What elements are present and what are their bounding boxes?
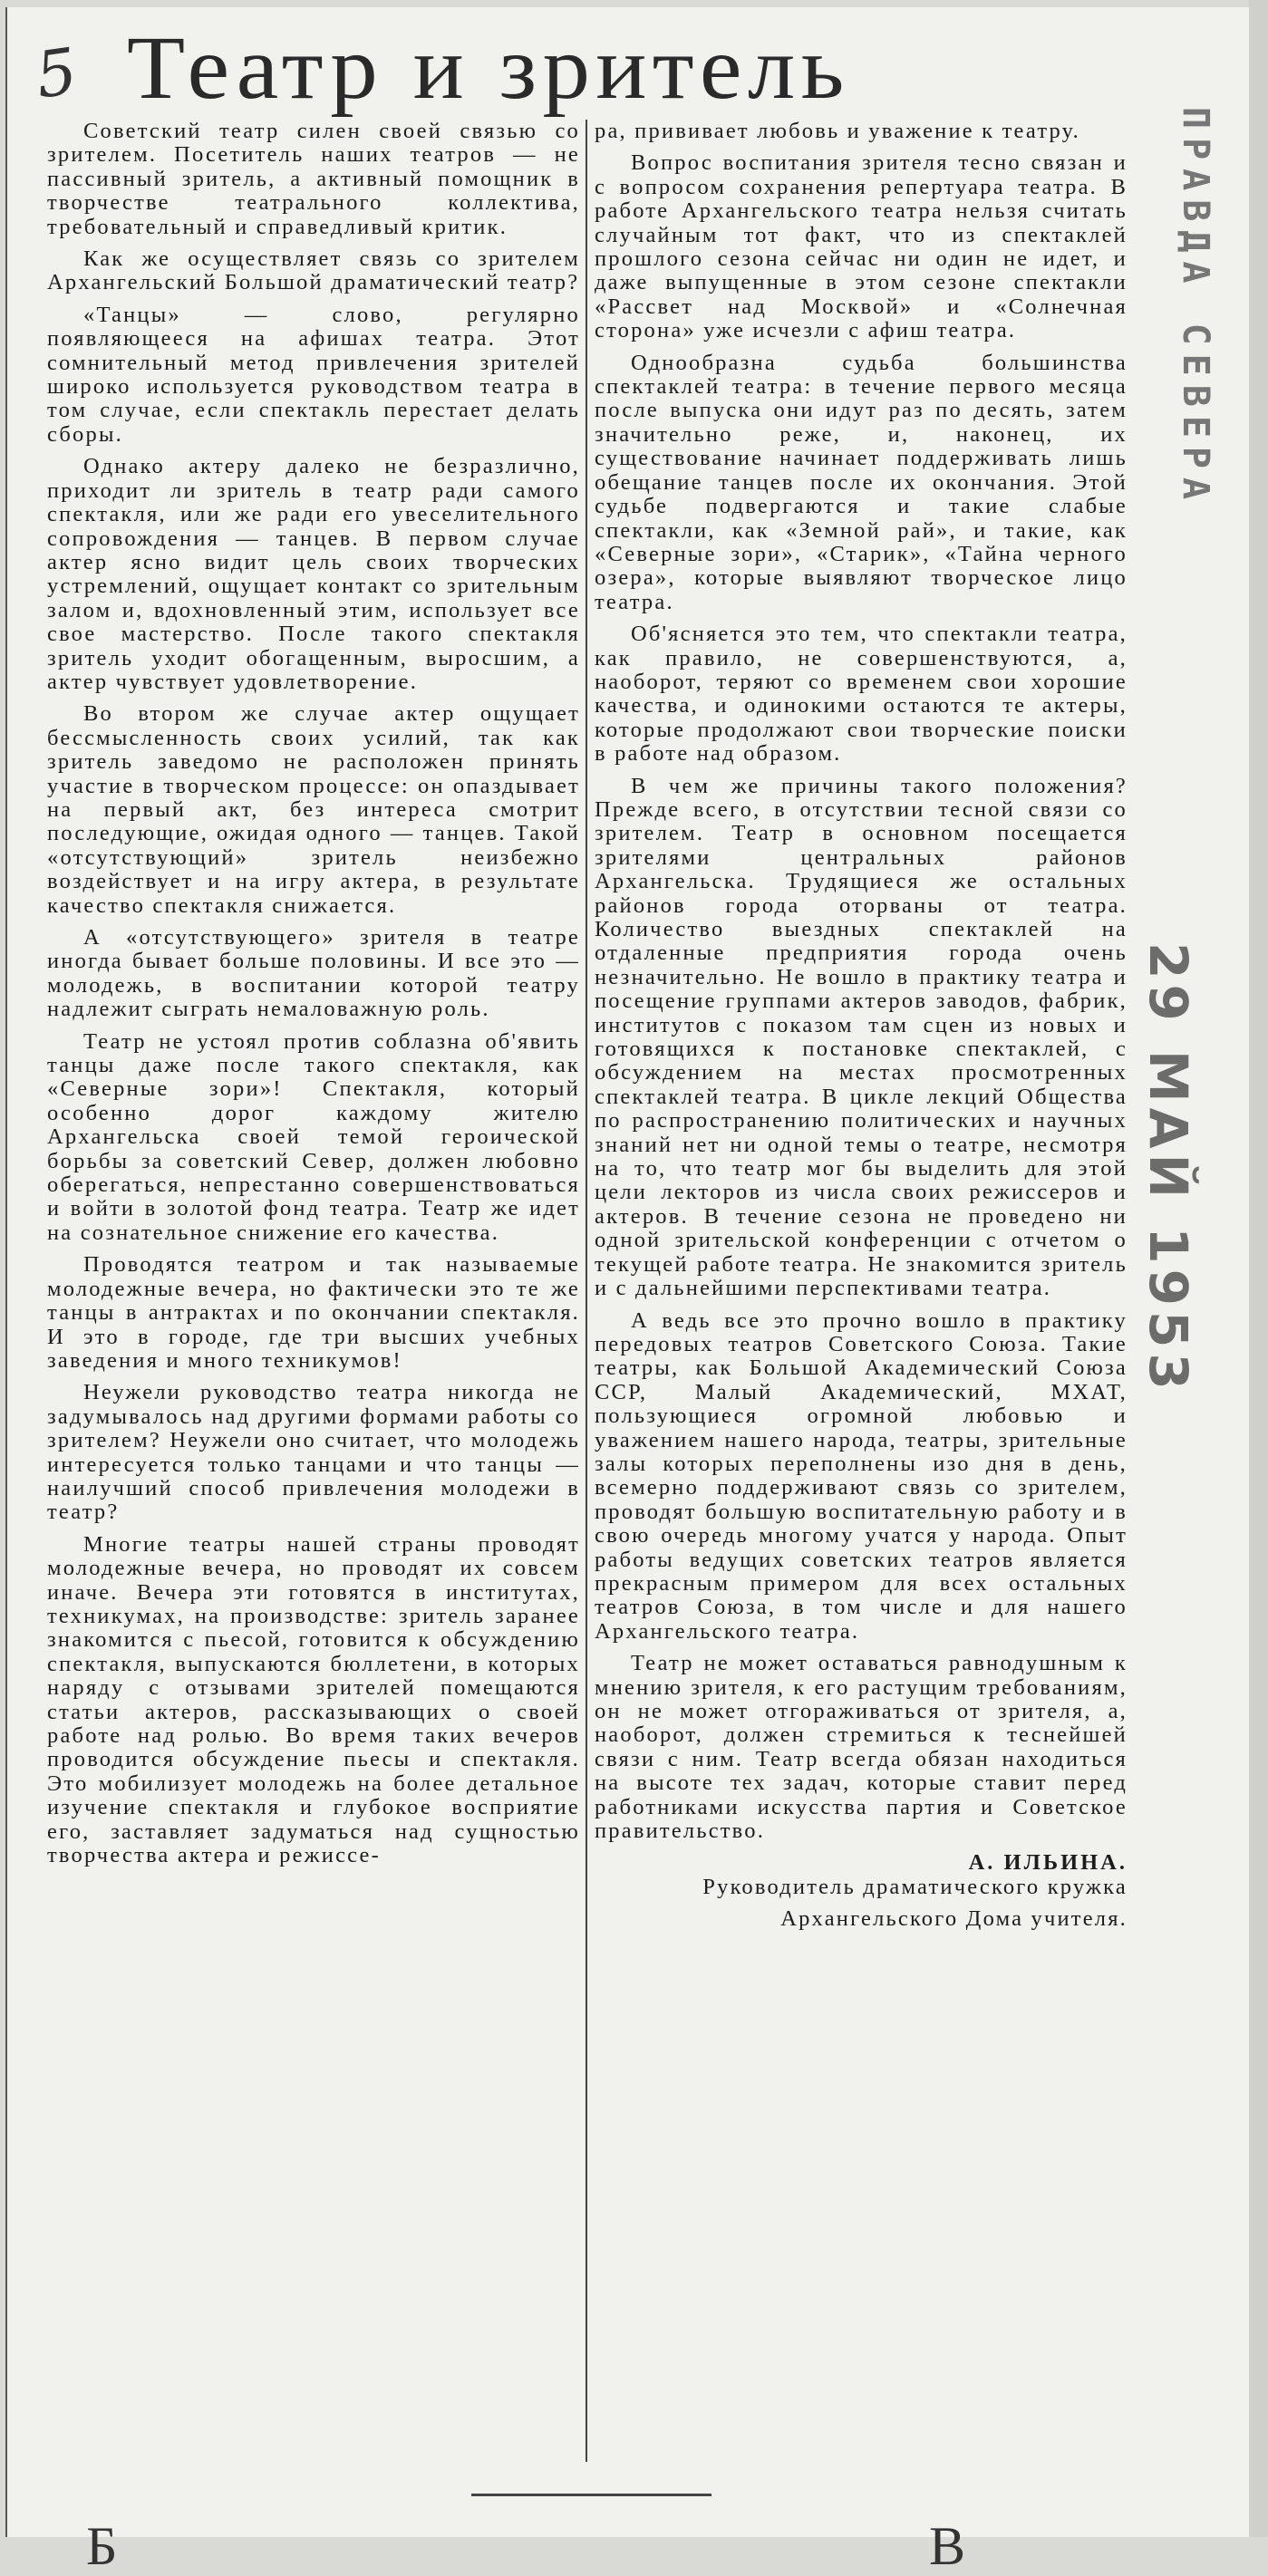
paragraph: Как же осуществляет связь со зрителем Архангельский Большой драматический театр?	[47, 246, 580, 295]
paragraph: Театр не может оставаться равнодушным к мнению зрителя, к его растущим требованиям, он не может отгораживаться от зрителя, а, наоборот, должен стремиться к теснейшей связи с ним. Театр всегда обязан находиться на высоте тех задач, которые ставит перед работниками искусства партия и Советское правительство.	[595, 1651, 1128, 1844]
paragraph: Проводятся театром и так называемые молодежные вечера, но фактически это те же танцы в антрактах и по окончании спектакля. И это в городе, где три высших учебных заведения и много техникумов!	[47, 1252, 580, 1373]
page-edge	[1249, 0, 1268, 2537]
paragraph: Вопрос воспитания зрителя тесно связан и с вопросом сохранения репертуара театра. В работе Архангельского театра нельзя считать случайным тот факт, что из спектаклей прошлого сезона сейчас ни один не идет, и даже выпущенные в этом сезоне спектакли «Рассвет над Москвой» и «Солнечная сторона» уже исчезли с афиш театра.	[595, 150, 1128, 343]
paragraph: «Танцы» — слово, регулярно появляющееся на афишах театра. Этот сомнительный метод привлечения зрителей широко используется руководством театра в том случае, если спектакль перестает делать сборы.	[47, 302, 580, 447]
left-column	[47, 120, 580, 1876]
next-headline-fragment: В	[929, 2516, 966, 2576]
paragraph-continuation: ра, прививает любовь и уважение к театру.	[595, 119, 1080, 143]
paragraph: Многие театры нашей страны проводят молодежные вечера, но проводят их совсем иначе. Вечера эти готовятся в институтах, техникумах, на производстве: зритель заранее знакомится с пьесой, готовится к обсуждению спектакля, выпускаются бюллетени, в которых наряду с отзывами зрителей помещаются статьи актеров, рассказывающих о своей работе над ролью. Во время таких вечеров проводится обсуждение пьесы и спектакля. Это мобилизует молодежь на более детальное изучение спектакля и глубокое восприятие его, заставляет задуматься над сущностью творчества актера и режиссе-	[47, 1531, 580, 1868]
paragraph: Об'ясняется это тем, что спектакли театра, как правило, не совершенствуются, а, наоборот, теряют со временем свои хорошие качества, и одинокими остаются те актеры, которые продолжают свои творческие поиски в работе над образом.	[595, 622, 1128, 767]
paragraph: Однако актеру далеко не безразлично, приходит ли зритель в театр ради самого спектакля, или же ради его увеселительного сопровождения — танцев. В первом случае актер ясно видит цель своих творческих устремлений, ощущает контакт со зрительным залом и, вдохновленный этим, использует все свое мастерство. После такого спектакля зритель уходит обогащенным, выросшим, а актер чувствует удовлетворение.	[47, 454, 580, 694]
right-column	[595, 120, 1128, 1940]
author-affiliation: Архангельского Дома учителя.	[780, 1906, 1128, 1932]
column-divider	[586, 120, 587, 2462]
article-title: Театр и зритель	[127, 17, 850, 118]
paragraph: Театр не устоял против соблазна об'явить танцы даже после такого спектакля, как «Северные зори»! Спектакля, который особенно дорог каждому жителю Архангельска своей темой героической борьбы за советский Север, должен любовно оберегаться, непрестанно совершенствоваться и войти в золотой фонд театра. Театр же идет на сознательное снижение его качества.	[47, 1028, 580, 1245]
paragraph: Однообразна судьба большинства спектаклей театра: в течение первого месяца после выпуска они идут раз по десять, затем значительно реже, и, наконец, их существование начинает поддерживать лишь обещание танцев после их окончания. Этой судьбе подвергаются и такие слабые спектакли, как «Земной рай», и такие, как «Северные зори», «Старик», «Тайна черного озера», которые выявляют творческое лицо театра.	[595, 350, 1128, 614]
paragraph: Во втором же случае актер ощущает бессмысленность своих усилий, так как зритель заведомо не расположен принять участие в творческом процессе: он опаздывает на первый акт, без интереса смотрит последующие, ожидая одного — танцев. Такой «отсутствующий» зритель неизбежно воздействует и на игру актера, в результате качество спектакля снижается.	[47, 701, 580, 918]
masthead-stamp: ПРАВДА СЕВЕРА	[1175, 107, 1216, 509]
paragraph: А ведь все это прочно вошло в практику передовых театров Советского Союза. Такие театры, как Большой Академический Союза ССР, Малый Академический, МХАТ, пользующиеся огромной любовью и уважением нашего народа, театры, зрительные залы которых переполнены изо дня в день, всемерно поддерживают связь со зрителем, проводят большую воспитательную работу и в свою очередь многому учатся у народа. Опыт работы ведущих советских театров является прекрасным примером для всех остальных театров Союза, в том числе и для нашего Архангельского театра.	[595, 1307, 1128, 1644]
paragraph: В чем же причины такого положения? Прежде всего, в отсутствии тесной связи со зрителем. Театр в основном посещается зрителями центральных районов Архангельска. Трудящиеся же остальных районов города оторваны от театра. Количество выездных спектаклей на отдаленные предприятия города очень незначительно. Не вошло в практику театра и посещение группами актеров заводов, фабрик, институтов с показом там сцен из новых и готовящихся к постановке спектаклей, с обсуждением на местах просмотренных спектаклей театра. В цикле лекций Общества по распространению политических и научных знаний нет ни одной темы о театре, несмотря на то, что театр мог бы выделить для этой цели лекторов из числа своих режиссеров и актеров. В течение сезона не проведено ни одной зрительской конференции с отчетом о текущей работе театра. Не знакомится зритель и с дальнейшими перспективами театра.	[595, 773, 1128, 1301]
end-rule	[471, 2494, 711, 2496]
paragraph: А «отсутствующего» зрителя в театре иногда бывает больше половины. И все это — молодежь, в воспитании которой театру надлежит сыграть немаловажную роль.	[47, 925, 580, 1022]
handwritten-mark: 5	[31, 34, 82, 113]
author-affiliation: Руководитель драматического кружка	[702, 1874, 1128, 1899]
next-headline-fragment: Б	[86, 2516, 118, 2576]
author-signature: А. ИЛЬИНА.	[968, 1850, 1128, 1876]
paragraph: Неужели руководство театра никогда не задумывалось над другими формами работы со зрителем? Неужели оно считает, что молодежь интересуется только танцами и что танцы — наилучший способ привлечения молодежи в театр?	[47, 1380, 580, 1525]
date-stamp: 29 МАЙ 1953	[1137, 942, 1199, 1395]
paragraph: Советский театр силен своей связью со зрителем. Посетитель наших театров — не пассивный зритель, а активный помощник в творчестве театрального коллектива, требовательный и справедливый критик.	[47, 119, 580, 239]
